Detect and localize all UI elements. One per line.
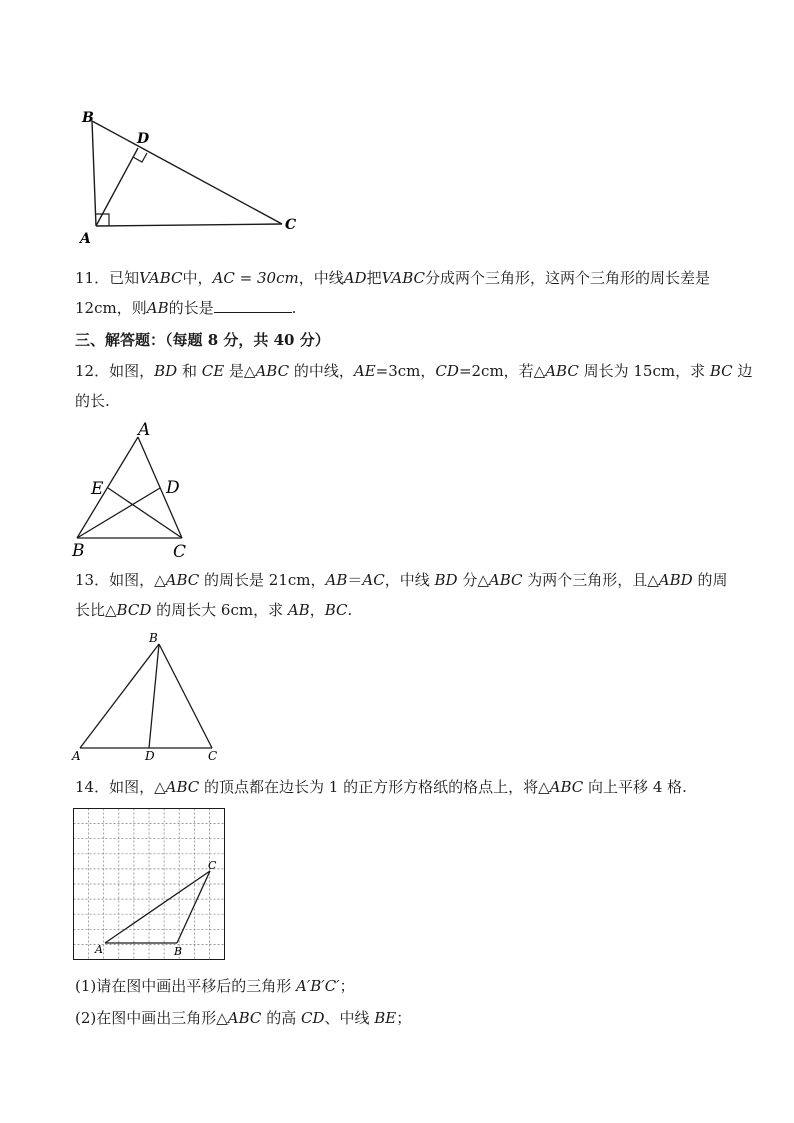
label-b: B	[149, 631, 158, 645]
section-3-heading: 三、解答题：（每题 8 分，共 40 分）	[75, 331, 330, 349]
label-a: A	[95, 943, 103, 956]
q14-line1: 14．如图，△ABC 的顶点都在边长为 1 的正方形方格纸的格点上，将△ABC 向上平移 4 格.	[75, 778, 687, 796]
side-ac	[96, 224, 282, 226]
right-angle-mark-a	[96, 214, 109, 226]
label-c: C	[208, 859, 217, 872]
figure-right-triangle	[75, 105, 315, 245]
label-c: C	[173, 542, 187, 562]
grid-lines	[74, 809, 225, 960]
label-a: A	[80, 231, 91, 245]
label-a: A	[72, 749, 81, 763]
figure-grid-paper	[70, 805, 230, 965]
side-bc	[92, 121, 282, 224]
side-ac	[105, 871, 210, 943]
label-b: B	[82, 110, 94, 126]
side-bc	[159, 644, 212, 748]
label-d: D	[166, 478, 180, 498]
q11-line2: 12cm，则AB的长是 .	[75, 299, 297, 317]
q13-line1: 13．如图，△ABC 的周长是 21cm，AB＝AC，中线 BD 分△ABC 为两个三角形，且△ABD 的周	[75, 571, 728, 589]
q14-sub1: (1)请在图中画出平移后的三角形 A′B′C′；	[75, 977, 355, 995]
q13-line2: 长比△BCD 的周长大 6cm，求 AB，BC.	[75, 601, 353, 619]
label-b: B	[174, 945, 183, 958]
label-d: D	[145, 749, 155, 763]
side-ab	[92, 121, 96, 226]
label-c: C	[285, 217, 297, 233]
label-b: B	[72, 541, 85, 561]
side-ab	[80, 644, 159, 748]
median-bd	[149, 644, 159, 748]
label-e: E	[91, 479, 104, 499]
side-ab	[77, 437, 138, 538]
q12-line1: 12．如图，BD 和 CE 是△ABC 的中线，AE=3cm，CD=2cm，若△ABC 周长为 15cm，求 BC 边	[75, 362, 753, 380]
q14-sub2: (2)在图中画出三角形△ABC 的高 CD、中线 BE；	[75, 1009, 412, 1027]
figure-medians-triangle	[65, 418, 205, 563]
label-a: A	[138, 420, 151, 440]
label-d: D	[137, 131, 150, 147]
label-c: C	[208, 749, 218, 763]
q11-line1: 11．已知VABC中，AC = 30cm，中线AD把VABC分成两个三角形，这两个三角形的周长差是	[75, 269, 711, 287]
figure-isosceles-triangle	[70, 628, 230, 768]
answer-blank[interactable]	[214, 298, 292, 313]
q12-line2: 的长.	[75, 392, 110, 410]
